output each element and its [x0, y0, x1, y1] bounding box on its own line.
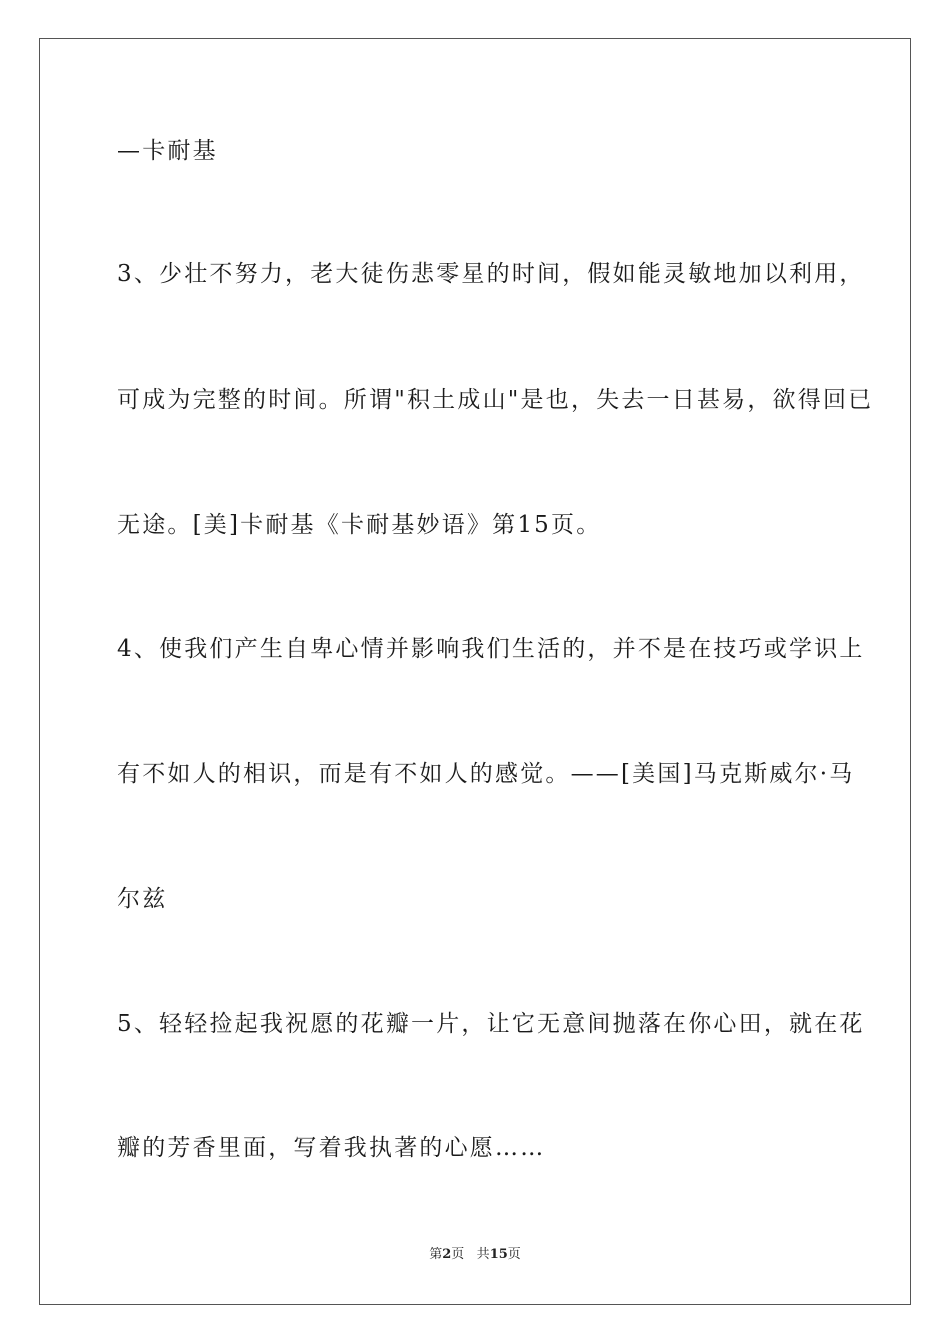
total-pages-number: 15 — [489, 1247, 508, 1262]
current-page-number: 2 — [442, 1247, 452, 1262]
page-footer — [0, 1246, 950, 1264]
page-frame — [39, 38, 911, 1305]
text-line: 有不如人的相识，而是有不如人的感觉。——[美国]马克斯威尔·马 — [117, 761, 855, 787]
text-line: 可成为完整的时间。所谓"积土成山"是也，失去一日甚易，欲得回已 — [117, 387, 874, 413]
text-line: 瓣的芳香里面，写着我执著的心愿…… — [117, 1135, 546, 1161]
text-line: 尔兹 — [117, 886, 168, 912]
text-line: 3、少壮不努力，老大徒伤悲零星的时间，假如能灵敏地加以利用， — [117, 261, 865, 287]
text-line: —卡耐基 — [117, 138, 218, 164]
text-line: 无途。[美]卡耐基《卡耐基妙语》第15页。 — [117, 512, 602, 538]
footer-total-unit: 页 — [507, 1247, 521, 1262]
footer-page-unit: 页 — [451, 1247, 465, 1262]
text-line: 4、使我们产生自卑心情并影响我们生活的，并不是在技巧或学识上 — [117, 636, 865, 662]
footer-prefix: 第 — [429, 1247, 443, 1262]
footer-total-prefix: 共 — [476, 1247, 490, 1262]
text-line: 5、轻轻捡起我祝愿的花瓣一片，让它无意间抛落在你心田，就在花 — [117, 1011, 865, 1037]
